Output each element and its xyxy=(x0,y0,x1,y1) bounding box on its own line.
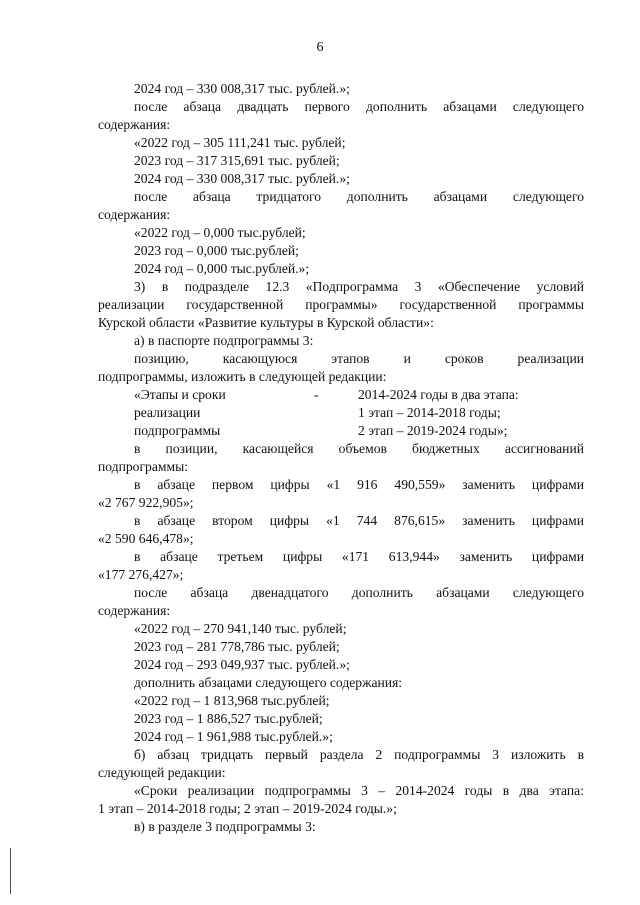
text-line: дополнить абзацами следующего содержания: xyxy=(134,675,403,690)
text-line: 2024 год – 0,000 тыс.рублей.»; xyxy=(134,261,310,276)
text-line: «2 767 922,905»; xyxy=(98,495,194,510)
text-line: 1 этап – 2014-2018 годы; 2 этап – 2019-2024 годы.»; xyxy=(98,801,397,816)
text-line: «2022 год – 305 111,241 тыс. рублей; xyxy=(134,135,346,150)
text-line: 2023 год – 317 315,691 тыс. рублей; xyxy=(134,153,340,168)
page-number: 6 xyxy=(316,40,324,55)
text-line: в) в разделе 3 подпрограммы 3: xyxy=(134,819,316,834)
text-line: в абзаце третьем цифры «171 613,944» заменить цифрами xyxy=(134,549,584,564)
table-left-cell: «Этапы и сроки xyxy=(134,387,226,402)
text-line: 2024 год – 293 049,937 тыс. рублей.»; xyxy=(134,657,350,672)
text-line: 2024 год – 1 961,988 тыс.рублей.»; xyxy=(134,729,333,744)
text-line: «2022 год – 270 941,140 тыс. рублей; xyxy=(134,621,347,636)
text-line: «2 590 646,478»; xyxy=(98,531,194,546)
table-left-cell: реализации xyxy=(134,405,201,420)
text-line: Курской области «Развитие культуры в Курской области»: xyxy=(98,315,434,330)
text-line: позицию, касающуюся этапов и сроков реализации xyxy=(134,351,584,366)
text-line: содержания: xyxy=(98,117,171,132)
text-line: «2022 год – 1 813,968 тыс.рублей; xyxy=(134,693,330,708)
text-line: 2023 год – 1 886,527 тыс.рублей; xyxy=(134,711,323,726)
text-line: 2024 год – 330 008,317 тыс. рублей.»; xyxy=(134,171,350,186)
text-line: подпрограммы: xyxy=(98,459,188,474)
text-line: 2024 год – 330 008,317 тыс. рублей.»; xyxy=(134,81,350,96)
text-line: «177 276,427»; xyxy=(98,567,184,582)
text-line: в абзаце втором цифры «1 744 876,615» заменить цифрами xyxy=(134,513,584,528)
text-line: б) абзац тридцать первый раздела 2 подпрограммы 3 изложить в xyxy=(134,747,584,762)
text-line: содержания: xyxy=(98,207,171,222)
table-dash: - xyxy=(314,387,319,402)
text-line: «Сроки реализации подпрограммы 3 – 2014-2024 годы в два этапа: xyxy=(134,783,584,798)
text-line: «2022 год – 0,000 тыс.рублей; xyxy=(134,225,306,240)
table-right-cell: 2 этап – 2019-2024 годы»; xyxy=(358,423,508,438)
text-line: 3) в подразделе 12.3 «Подпрограмма 3 «Обеспечение условий xyxy=(134,279,584,294)
scan-margin-mark xyxy=(10,848,11,894)
text-line: содержания: xyxy=(98,603,171,618)
text-line: в абзаце первом цифры «1 916 490,559» заменить цифрами xyxy=(134,477,584,492)
text-line: после абзаца двадцать первого дополнить абзацами следующего xyxy=(134,99,584,114)
table-left-cell: подпрограммы xyxy=(134,423,221,438)
text-line: 2023 год – 281 778,786 тыс. рублей; xyxy=(134,639,340,654)
table-right-cell: 2014-2024 годы в два этапа: xyxy=(358,387,519,402)
text-line: следующей редакции: xyxy=(98,765,226,780)
text-line: после абзаца двенадцатого дополнить абзацами следующего xyxy=(134,585,584,600)
text-line: реализации государственной программы» государственной программы xyxy=(98,297,584,312)
text-line: а) в паспорте подпрограммы 3: xyxy=(134,333,314,348)
text-line: после абзаца тридцатого дополнить абзацами следующего xyxy=(134,189,584,204)
text-line: в позиции, касающейся объемов бюджетных ассигнований xyxy=(134,441,584,456)
text-line: подпрограммы, изложить в следующей редакции: xyxy=(98,369,387,384)
text-line: 2023 год – 0,000 тыс.рублей; xyxy=(134,243,299,258)
table-right-cell: 1 этап – 2014-2018 годы; xyxy=(358,405,501,420)
